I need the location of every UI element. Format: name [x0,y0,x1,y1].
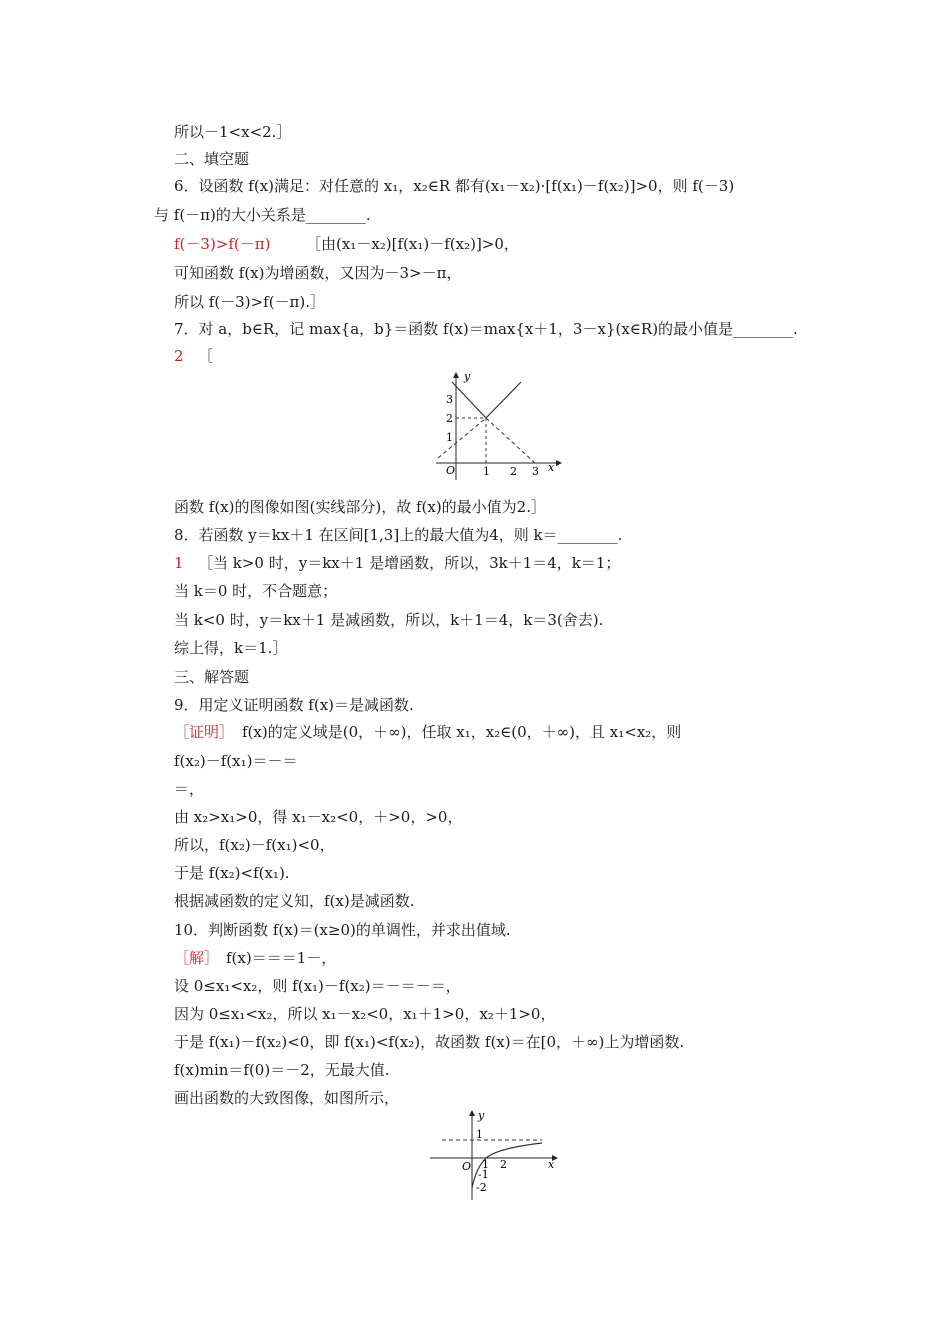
q9-proof-3: ＝， [174,780,205,798]
q7-bracket: ［ [198,347,214,365]
q7-answer: 2 [174,347,184,365]
q8-expl-4: 综上得，k＝1.］ [174,639,288,657]
q9-proof-7: 根据减函数的定义知，f(x)是减函数. [174,892,415,910]
line-0: 所以－1<x<2.］ [174,123,292,141]
q10-solution-2: 设 0≤x₁<x₂，则 f(x₁)－f(x₂)＝－＝－＝， [174,977,461,995]
q6-text-2: 与 f(－π)的大小关系是________. [154,206,371,224]
q6-expl-3: 所以 f(－3)>f(－π).］ [174,293,326,311]
q6-answer: f(－3)>f(－π) [174,235,271,253]
section-answers: 三、解答题 [174,668,250,686]
q8-expl-1: ［当 k>0 时，y＝kx＋1 是增函数，所以，3k＋1＝4，k＝1； [198,554,621,572]
fig1-xtick-1: 1 [483,465,490,478]
q8-expl-3: 当 k<0 时，y＝kx＋1 是减函数，所以，k＋1＝4，k＝3(舍去). [174,611,604,629]
fig1-x-label: x [548,461,555,474]
q10-solution-4: 于是 f(x₁)－f(x₂)<0，即 f(x₁)<f(x₂)，故函数 f(x)＝在[0，＋∞)上为增函数. [174,1033,685,1051]
fig2-ytick-neg1: -1 [478,1168,489,1181]
fig2-xtick-2: 2 [500,1158,507,1171]
q7-text: 7．对 a，b∈R，记 max{a，b}＝函数 f(x)＝max{x＋1，3－x}(x∈R)的最小值是________. [174,320,798,338]
fig2-ytick-neg2: -2 [476,1181,487,1194]
q9-proof-6: 于是 f(x₂)<f(x₁). [174,864,290,882]
q6-text: 6．设函数 f(x)满足：对任意的 x₁，x₂∈R 都有(x₁－x₂)·[f(x₁)－f(x₂)]>0，则 f(－3) [174,177,735,195]
q9-proof-5: 所以，f(x₂)－f(x₁)<0， [174,836,335,854]
fig1-origin: O [446,464,456,477]
q10-solution-3: 因为 0≤x₁<x₂，所以 x₁－x₂<0，x₁＋1>0，x₂＋1>0， [174,1005,556,1023]
fig1-xtick-3: 3 [532,465,539,478]
q8-text: 8．若函数 y＝kx＋1 在区间[1,3]上的最大值为4，则 k＝________. [174,526,623,544]
q10-solution-5: f(x)min＝f(0)＝－2，无最大值. [174,1061,390,1079]
q8-expl-2: 当 k＝0 时，不合题意； [174,582,338,600]
fig1-ytick-2: 2 [446,412,453,425]
q8-answer: 1 [174,554,184,572]
fig1-ytick-1: 1 [446,431,453,444]
q9-proof-2: f(x₂)－f(x₁)＝－＝ [174,752,298,770]
fig2-origin: O [462,1160,472,1173]
q9-proof-tag: ［证明］ [174,723,235,741]
q10-solution-1: f(x)＝＝＝1－， [226,949,337,967]
fig2-ytick-1: 1 [476,1128,483,1141]
q6-expl-1: ［由(x₁－x₂)[f(x₁)－f(x₂)]>0， [306,235,519,253]
fig2-x-label: x [548,1158,555,1171]
fig1-xtick-2: 2 [510,465,517,478]
fig1-ytick-3: 3 [446,393,453,406]
figure-max-function [428,368,562,484]
fig2-y-label: y [478,1109,485,1122]
section-fill-in: 二、填空题 [174,150,250,168]
fig1-y-label: y [464,370,471,383]
figure-increasing-function [428,1108,562,1204]
q6-expl-2: 可知函数 f(x)为增函数，又因为－3>－π， [174,264,462,282]
fig2-xtick-1: 1 [482,1158,489,1171]
q9-proof-4: 由 x₂>x₁>0，得 x₁－x₂<0，＋>0，>0， [174,808,463,826]
q7-expl: 函数 f(x)的图像如图(实线部分)，故 f(x)的最小值为2.］ [174,498,546,516]
q9-proof-1: f(x)的定义域是(0，＋∞)，任取 x₁，x₂∈(0，＋∞)，且 x₁<x₂，则 [242,723,682,741]
q10-solution-tag: ［解］ [174,949,220,967]
q10-text: 10．判断函数 f(x)＝(x≥0)的单调性，并求出值域. [174,921,511,939]
q9-text: 9．用定义证明函数 f(x)＝是减函数. [174,696,414,714]
q10-solution-6: 画出函数的大致图像，如图所示， [174,1089,400,1107]
